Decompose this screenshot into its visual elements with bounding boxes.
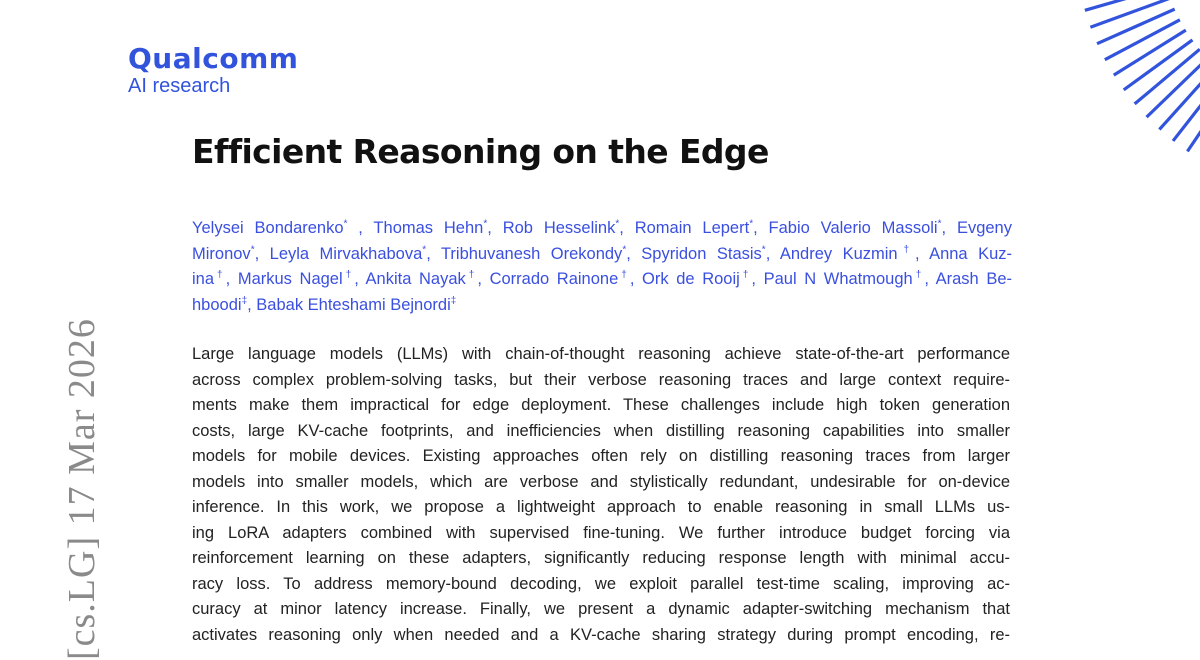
author-name[interactable]: , Ork de Rooij xyxy=(629,270,740,288)
affiliation-mark: ‡ xyxy=(450,295,457,306)
abstract-line: reinforcement learning on these adapters, significantly reducing response length with minimal accu- xyxy=(192,549,1010,567)
affiliation-mark: * xyxy=(250,244,255,255)
burst-ray xyxy=(1085,0,1167,10)
author-name[interactable]: , Rob Hesselink xyxy=(487,219,616,237)
abstract-line: activates reasoning only when needed and a KV-cache sharing strategy during prompt encoding, re- xyxy=(192,625,1010,644)
abstract-line: models for mobile devices. Existing approaches often rely on distilling reasoning traces from larger xyxy=(192,447,1010,465)
burst-ray xyxy=(1097,9,1175,44)
abstract-line: curacy at minor latency increase. Finally, we present a dynamic adapter-switching mechanism that xyxy=(192,600,1010,618)
author-name[interactable]: , Andrey Kuzmin xyxy=(765,244,898,263)
author-name[interactable]: , Spyridon Stasis xyxy=(626,244,762,263)
affiliation-mark: † xyxy=(912,269,925,281)
author-name[interactable]: , Corrado Rainone xyxy=(477,270,619,288)
abstract-line: across complex problem-solving tasks, but their verbose reasoning traces and large context require- xyxy=(192,370,1010,389)
author-name[interactable]: Yelysei Bondarenko xyxy=(192,219,344,237)
affiliation-mark: † xyxy=(465,269,478,281)
abstract-line: models into smaller models, which are verbose and stylistically redundant, undesirable for on-device xyxy=(192,472,1010,491)
affiliation-mark: * xyxy=(622,244,627,255)
author-name[interactable]: , Markus Nagel xyxy=(225,270,343,288)
logo-subtitle: AI research xyxy=(128,75,231,97)
author-name[interactable]: , Tribhuvanesh Orekondy xyxy=(426,244,623,263)
affiliation-mark: † xyxy=(342,269,355,281)
abstract-line: Large language models (LLMs) with chain-of-thought reasoning achieve state-of-the-art performance xyxy=(192,345,1010,363)
author-name[interactable]: Mironov xyxy=(192,244,251,263)
author-name[interactable]: , Paul N Whatmough xyxy=(751,270,913,288)
burst-ray xyxy=(1105,20,1180,60)
author-name[interactable]: , Leyla Mirvakhabova xyxy=(254,244,423,263)
author-name[interactable]: , Evgeny xyxy=(941,219,1012,237)
burst-ray xyxy=(1090,0,1170,27)
author-name[interactable]: ina xyxy=(192,270,215,288)
abstract-line: racy loss. To address memory-bound decoding, we exploit parallel test-time scaling, improving ac- xyxy=(192,574,1010,593)
affiliation-mark: ‡ xyxy=(241,295,248,306)
affiliation-mark: † xyxy=(739,269,752,281)
author-line xyxy=(192,242,1012,268)
burst-ray xyxy=(1147,58,1200,117)
affiliation-mark: † xyxy=(214,269,226,281)
abstract-line: costs, large KV-cache footprints, and inefficiencies when distilling reasoning capabilities into smaller xyxy=(192,421,1010,440)
author-name[interactable]: , Arash Be- xyxy=(924,270,1012,288)
burst-ray xyxy=(1124,40,1193,90)
affiliation-mark: * xyxy=(343,218,348,230)
burst-ray xyxy=(1135,49,1200,104)
affiliation-mark: * xyxy=(615,218,620,230)
paper-title: Efficient Reasoning on the Edge xyxy=(192,132,769,171)
abstract-line: ing LoRA adapters combined with supervised fine-tuning. We further introduce budget forcing via xyxy=(192,523,1010,542)
abstract-line: inference. In this work, we propose a lightweight approach to enable reasoning in small LLMs us- xyxy=(192,498,1010,516)
affiliation-mark: † xyxy=(618,269,630,281)
author-name[interactable]: , Ankita Nayak xyxy=(354,270,466,288)
affiliation-mark: * xyxy=(749,218,754,230)
affiliation-mark: * xyxy=(937,218,942,230)
abstract-text xyxy=(192,342,1010,648)
qualcomm-ai-research-logo xyxy=(128,42,298,98)
author-name[interactable]: , Anna Kuz- xyxy=(914,244,1013,263)
author-line xyxy=(192,293,1012,319)
author-line xyxy=(192,216,1012,242)
arxiv-side-stamp: [cs.LG] 17 Mar 2026 xyxy=(61,318,103,660)
affiliation-mark: * xyxy=(761,244,766,255)
abstract-line: ments make them impractical for edge deployment. These challenges include high token generation xyxy=(192,396,1010,414)
author-name[interactable]: , Thomas Hehn xyxy=(347,219,484,237)
author-name[interactable]: , Fabio Valerio Massoli xyxy=(753,219,938,237)
affiliation-mark: * xyxy=(483,218,488,230)
logo-brand: Qualcomm xyxy=(128,42,299,75)
author-name[interactable]: , Babak Ehteshami Bejnordi xyxy=(247,295,451,314)
author-list xyxy=(192,216,1012,318)
affiliation-mark: * xyxy=(422,244,427,255)
author-line xyxy=(192,267,1012,293)
burst-ray xyxy=(1187,81,1200,151)
author-name[interactable]: , Romain Lepert xyxy=(619,219,750,237)
burst-ray xyxy=(1159,66,1200,129)
author-name[interactable]: hboodi xyxy=(192,295,242,314)
burst-ray xyxy=(1114,30,1186,75)
burst-ray xyxy=(1173,74,1200,141)
affiliation-mark: † xyxy=(897,244,915,255)
